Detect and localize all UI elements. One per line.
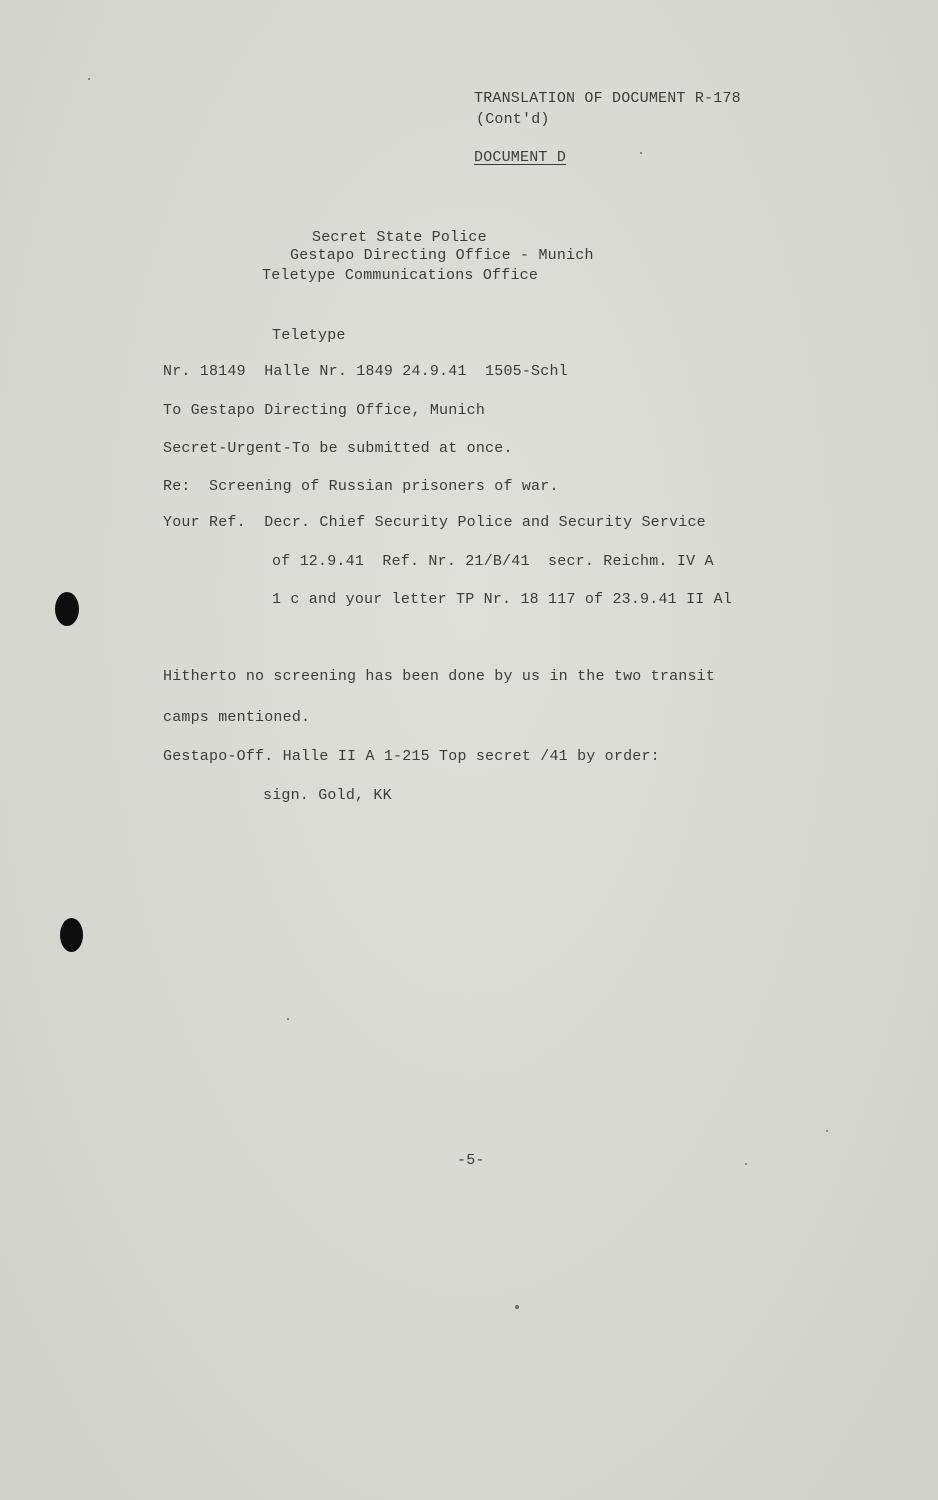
document-label: DOCUMENT D (474, 149, 567, 166)
reference-line-3: 1 c and your letter TP Nr. 18 117 of 23.9.41 II Al (272, 591, 733, 608)
paper-speck (745, 1163, 747, 1165)
paper-speck (515, 1305, 519, 1309)
letterhead-line-3: Teletype Communications Office (262, 267, 539, 284)
message-to-line: To Gestapo Directing Office, Munich (163, 402, 486, 419)
message-number-line: Nr. 18149 Halle Nr. 1849 24.9.41 1505-Schl (163, 363, 568, 380)
message-priority-line: Secret-Urgent-To be submitted at once. (163, 440, 513, 457)
page-number: -5- (457, 1152, 485, 1169)
translation-continued: (Cont'd) (476, 111, 550, 128)
punch-hole-bottom (60, 918, 83, 952)
body-line-1: Hitherto no screening has been done by us in the two transit (163, 668, 716, 685)
paper-speck (287, 1018, 289, 1020)
punch-hole-top (55, 592, 79, 626)
letterhead-line-1: Secret State Police (312, 229, 487, 246)
reference-line-1: Your Ref. Decr. Chief Security Police and Security Service (163, 514, 706, 531)
signature-line-2: sign. Gold, KK (263, 787, 392, 804)
body-line-2: camps mentioned. (163, 709, 311, 726)
paper-speck (826, 1130, 828, 1132)
message-subject-line: Re: Screening of Russian prisoners of war. (163, 478, 559, 495)
translation-title: TRANSLATION OF DOCUMENT R-178 (474, 90, 741, 107)
paper-speck (640, 152, 642, 154)
message-type: Teletype (272, 327, 346, 344)
signature-line-1: Gestapo-Off. Halle II A 1-215 Top secret /41 by order: (163, 748, 660, 765)
letterhead-line-2: Gestapo Directing Office - Munich (290, 247, 594, 264)
reference-line-2: of 12.9.41 Ref. Nr. 21/B/41 secr. Reichm. IV A (272, 553, 714, 570)
paper-speck (88, 78, 90, 80)
